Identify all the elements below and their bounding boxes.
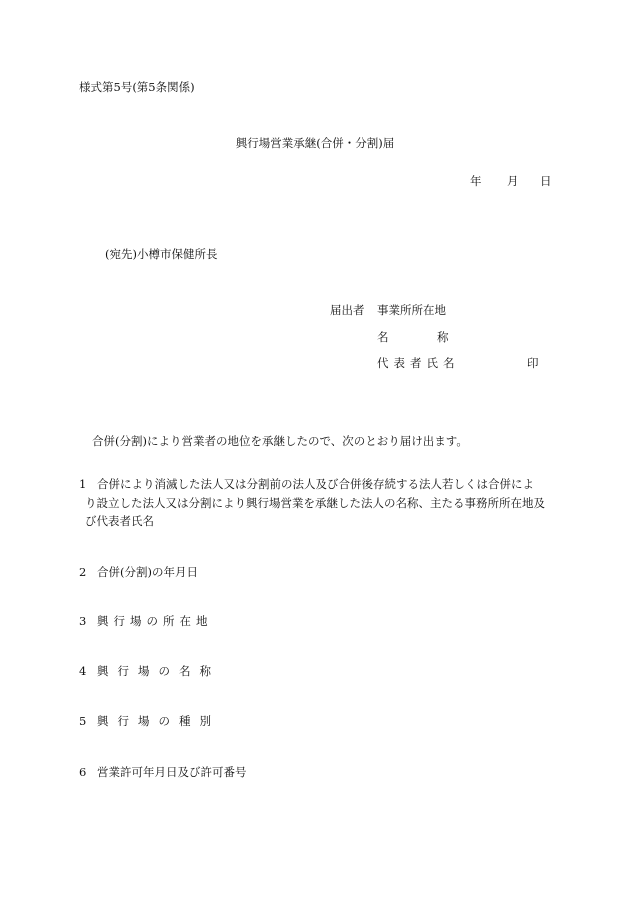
date-day: 日 — [540, 174, 552, 188]
item-3 — [79, 616, 213, 628]
item-5-text: 興行場の種別 — [97, 714, 220, 728]
item-1 — [79, 475, 553, 531]
filer-representative: 代表者氏名 — [377, 356, 460, 370]
filer-name-char2: 称 — [437, 330, 449, 344]
item-1-line-1: 合併により消滅した法人又は分割前の法人及び合併後存続する法人若しくは合併によ — [97, 477, 534, 491]
seal-mark: 印 — [527, 356, 539, 370]
filer-office-location: 事業所所在地 — [377, 303, 446, 317]
addressee: (宛先)小樽市保健所長 — [105, 247, 218, 261]
document-title: 興行場営業承継(合併・分割)届 — [235, 136, 395, 150]
item-3-text: 興行場の所在地 — [97, 614, 213, 628]
item-2-number: 2 — [79, 565, 87, 579]
item-3-number: 3 — [79, 614, 87, 628]
item-1-number: 1 — [79, 477, 87, 491]
item-6-number: 6 — [79, 765, 87, 779]
item-4-text: 興行場の名称 — [97, 664, 220, 678]
item-5-number: 5 — [79, 714, 87, 728]
intro-statement: 合併(分割)により営業者の地位を承継したので、次のとおり届け出ます。 — [92, 434, 468, 448]
item-5 — [79, 716, 220, 728]
item-6-text: 営業許可年月日及び許可番号 — [97, 765, 247, 779]
date-year: 年 — [470, 174, 482, 188]
date-month: 月 — [507, 174, 519, 188]
item-2-text: 合併(分割)の年月日 — [97, 565, 198, 579]
form-number: 様式第5号(第5条関係) — [79, 80, 195, 94]
item-6 — [79, 767, 247, 779]
item-2 — [79, 567, 198, 579]
item-1-line-3: び代表者氏名 — [85, 514, 154, 528]
filer-label: 届出者 — [330, 303, 365, 317]
item-4 — [79, 666, 220, 678]
filer-name-char1: 名 — [377, 330, 389, 344]
item-1-line-2: り設立した法人又は分割により興行場営業を承継した法人の名称、主たる事務所所在地及 — [85, 495, 545, 510]
item-4-number: 4 — [79, 664, 87, 678]
